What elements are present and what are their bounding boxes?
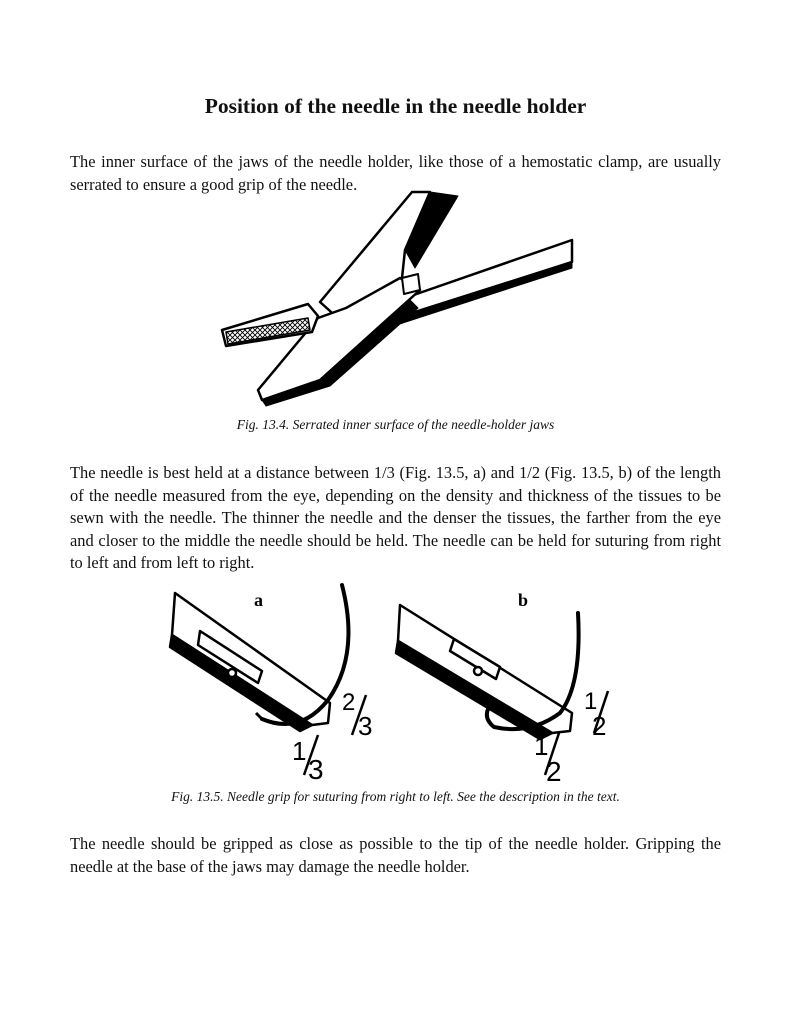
fraction-one-half-upper (584, 688, 608, 741)
figure-13-5-caption: Fig. 13.5. Needle grip for suturing from right to left. See the description in the text. (171, 789, 620, 804)
panel-b-label: b (518, 590, 529, 610)
fraction-one-half-lower (534, 731, 562, 787)
fraction-one-third-denominator: 3 (308, 754, 324, 785)
fraction-one-third (292, 735, 324, 785)
needle-holder-a-drawing (170, 593, 330, 731)
panel-a-label: a (254, 590, 263, 610)
fraction-two-thirds (342, 689, 372, 741)
needle-holder-b-drawing (396, 605, 572, 739)
panel-b (396, 590, 608, 787)
figure-13-4-caption: Fig. 13.4. Serrated inner surface of the needle-holder jaws (236, 417, 555, 432)
page-title: Position of the needle in the needle holder (204, 94, 587, 118)
fraction-two-thirds-denominator: 3 (358, 711, 373, 741)
fraction-one-half-upper-numerator: 1 (584, 688, 598, 715)
paragraph-needle-position: The needle is best held at a distance between 1/3 (Fig. 13.5, a) and 1/2 (Fig. 13.5, b) of the length of the needle measured from the eye, depending on the density and thickness of the tissues to be sewn with the needle. The thinner the needle and the denser the tissues, the farther from the eye and closer to the middle the needle should be held. The needle can be held for suturing from right to left and from left to right. (70, 463, 721, 572)
fraction-one-half-lower-denominator: 2 (546, 756, 562, 787)
paragraph-serrated-jaws: The inner surface of the jaws of the needle holder, like those of a hemostatic clamp, are usually serrated to ensure a good grip of the needle. (70, 152, 721, 194)
fraction-one-third-numerator: 1 (292, 736, 307, 766)
panel-a (170, 585, 372, 785)
needle-grip-illustration (0, 585, 791, 785)
needle-holder-drawing (222, 192, 572, 406)
fraction-one-half-upper-denominator: 2 (592, 711, 607, 741)
needle-holder-illustration (0, 190, 791, 420)
paragraph-grip-tip: The needle should be gripped as close as possible to the tip of the needle holder. Gripping the needle at the base of the jaws may damage the needle holder. (70, 834, 721, 876)
fraction-one-half-lower-numerator: 1 (534, 731, 549, 761)
fraction-two-thirds-numerator: 2 (342, 689, 356, 716)
